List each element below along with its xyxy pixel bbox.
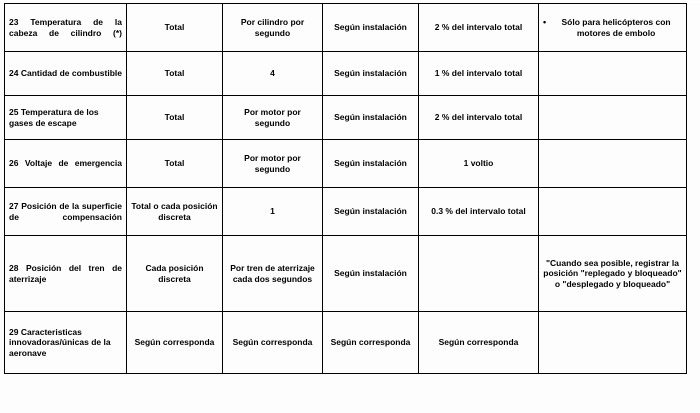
table-body [5,4,687,374]
table-row [5,96,687,140]
row-range: Total [127,140,223,188]
table-row [5,4,687,52]
row-label: Voltaje de emergencia [24,158,122,169]
row-sampling: 4 [223,52,323,96]
table-row [5,312,687,374]
row-range: Total [127,52,223,96]
row-sampling: Por motor por segundo [223,140,323,188]
row-number: 29 [9,326,19,337]
row-label: Posición de la superficie de compensación [9,200,122,222]
row-label: Cantidad de combustible [20,68,122,79]
row-accuracy: 1 % del intervalo total [419,52,539,96]
row-remarks [539,188,687,236]
row-remarks [539,4,687,52]
row-limits: Según instalación [323,52,419,96]
row-remarks-text: Sólo para helicópteros con motores de embolo [561,16,671,38]
row-accuracy: 2 % del intervalo total [419,96,539,140]
table-row [5,140,687,188]
row-label: Caracteristicas innovadoras/únicas de la aeronave [9,326,111,358]
row-limits: Según instalación [323,96,419,140]
row-remarks [539,140,687,188]
row-number: 23 [9,16,19,27]
table-row [5,236,687,312]
row-parameter-name [5,236,127,312]
row-range: Según corresponda [127,312,223,374]
row-accuracy: 0.3 % del intervalo total [419,188,539,236]
row-label: Posición del tren de aterrizaje [9,262,122,284]
row-number: 25 [9,106,19,117]
row-accuracy: Según corresponda [419,312,539,374]
row-number: 24 [9,68,19,79]
row-parameter-name [5,140,127,188]
table-row [5,188,687,236]
document-page [0,3,700,413]
row-accuracy: 2 % del intervalo total [419,4,539,52]
row-parameter-name [5,52,127,96]
row-parameter-name [5,96,127,140]
row-limits: Según instalación [323,140,419,188]
row-accuracy: 1 voltio [419,140,539,188]
row-number: 26 [9,158,19,169]
row-remarks: "Cuando sea posible, registrar la posición "replegado y bloqueado" o "desplegado y bloqueado" [539,236,687,312]
row-label: Temperatura de los gases de escape [9,106,99,128]
row-sampling: Según corresponda [223,312,323,374]
row-range: Cada posición discreta [127,236,223,312]
bullet-icon: • [543,16,547,27]
row-range: Total [127,4,223,52]
table-row [5,52,687,96]
row-label: Temperatura de la cabeza de cilindro (*) [9,16,122,38]
row-sampling: Por tren de aterrizaje cada dos segundos [223,236,323,312]
row-limits: Según instalación [323,236,419,312]
row-number: 28 [9,262,19,273]
row-number: 27 [9,200,19,211]
row-parameter-name [5,4,127,52]
row-sampling: Por cilindro por segundo [223,4,323,52]
row-sampling: 1 [223,188,323,236]
row-limits: Según corresponda [323,312,419,374]
row-limits: Según instalación [323,4,419,52]
row-parameter-name [5,188,127,236]
flight-parameters-table [4,3,687,374]
row-sampling: Por motor por segundo [223,96,323,140]
row-remarks [539,312,687,374]
row-range: Total [127,96,223,140]
row-accuracy [419,236,539,312]
row-parameter-name [5,312,127,374]
row-limits: Según instalación [323,188,419,236]
row-remarks [539,96,687,140]
row-range: Total o cada posición discreta [127,188,223,236]
row-remarks [539,52,687,96]
